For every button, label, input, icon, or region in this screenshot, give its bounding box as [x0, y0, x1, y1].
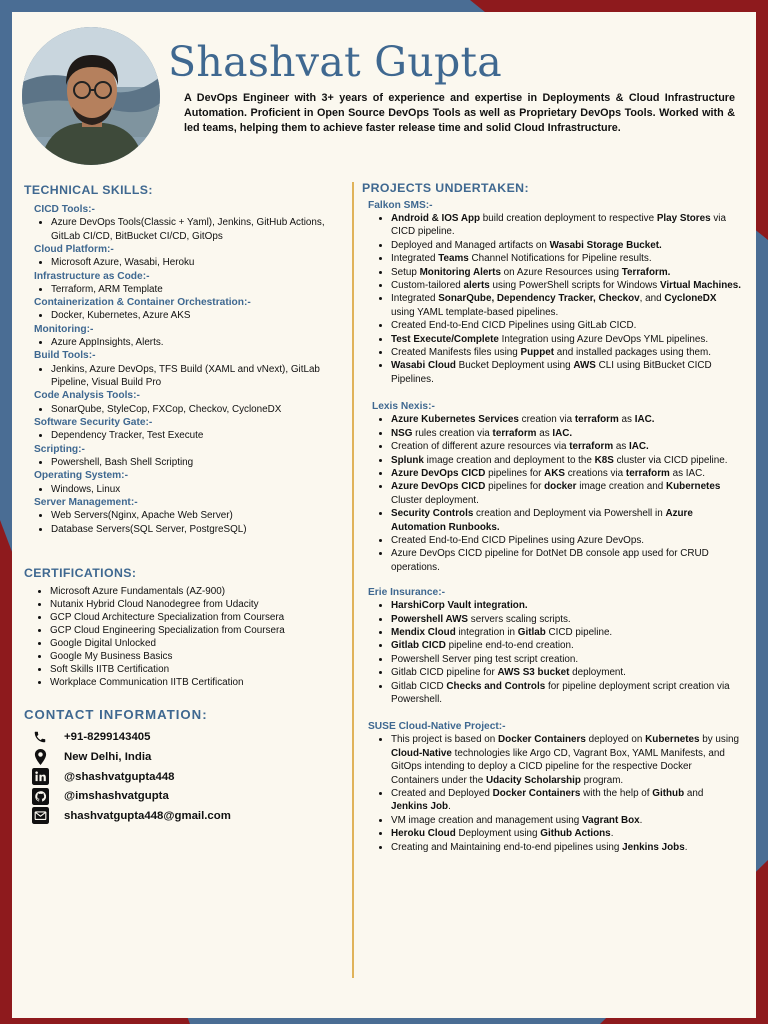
certification-item: • Microsoft Azure Fundamentals (AZ-900)	[50, 586, 334, 599]
column-divider	[352, 182, 354, 978]
project-items-list	[362, 599, 742, 706]
project-item: • Azure DevOps CICD pipelines for AKS creations via terraform as IAC.	[391, 467, 742, 480]
skill-items-list	[24, 283, 334, 296]
skill-category-title: Code Analysis Tools:-	[34, 390, 140, 402]
contact-phone[interactable]	[24, 728, 334, 748]
skill-category-title: Server Management:-	[34, 496, 138, 508]
skill-item: • Database Servers(SQL Server, PostgreSQL)	[51, 523, 334, 536]
project-items-list	[362, 733, 742, 854]
skill-item: • Jenkins, Azure DevOps, TFS Build (XAML and vNext), GitLab Pipeline, Visual Build Pro	[51, 363, 334, 390]
project-block	[362, 199, 742, 386]
certification-item: • Google My Business Basics	[50, 651, 334, 664]
project-item: • Android & IOS App build creation deployment to respective Play Stores via CICD pipeline.	[391, 212, 742, 239]
project-title: Falkon SMS:-	[368, 200, 433, 211]
contact-github[interactable]	[24, 786, 334, 806]
project-item: • Integrated SonarQube, Dependency Tracker, Checkov, and CycloneDX using YAML template-based pipelines.	[391, 292, 742, 319]
profile-summary: A DevOps Engineer with 3+ years of experience and expertise in Deployments & Cloud Infrastructure Automation. Proficient in Open Source DevOps Tools as well as Proprietary DevOps Tools. Worked with & led teams, helping them to achieve faster release time and solid Cloud Infrastructure.	[184, 92, 735, 134]
skill-category-title: CICD Tools:-	[34, 204, 95, 215]
contact-heading: CONTACT INFORMATION:	[24, 706, 208, 722]
skill-item: • Docker, Kubernetes, Azure AKS	[51, 309, 334, 322]
project-item: • Created Manifests files using Puppet and installed packages using them.	[391, 346, 742, 359]
project-items-list	[362, 212, 742, 386]
certifications-list	[24, 586, 334, 690]
certifications-section	[24, 566, 334, 690]
project-item: • Creation of different azure resources via terraform as IAC.	[391, 440, 742, 453]
candidate-name: Shashvat Gupta	[168, 38, 503, 86]
contact-location-text: New Delhi, India	[64, 750, 152, 763]
project-block	[362, 400, 742, 574]
project-item: • Azure DevOps CICD pipeline for DotNet DB console app used for CRUD operations.	[391, 547, 742, 574]
project-title: Lexis Nexis:-	[372, 401, 435, 413]
skill-category-title: Software Security Gate:-	[34, 417, 153, 429]
certification-item: • GCP Cloud Architecture Specialization from Coursera	[50, 612, 334, 625]
skill-items-list	[24, 483, 334, 496]
contact-linkedin-text: @shashvatgupta448	[64, 770, 175, 783]
certification-item: • Soft Skills IITB Certification	[50, 664, 334, 677]
skill-items-list	[24, 456, 334, 469]
certification-item: • Nutanix Hybrid Cloud Nanodegree from Udacity	[50, 599, 334, 612]
skill-category-title: Monitoring:-	[34, 323, 94, 335]
right-column	[362, 181, 742, 854]
project-item: • Custom-tailored alerts using PowerShell scripts for Windows Virtual Machines.	[391, 279, 742, 292]
github-icon	[31, 787, 49, 805]
profile-photo	[22, 27, 160, 165]
project-item: • Integrated Teams Channel Notifications for Pipeline results.	[391, 252, 742, 265]
skill-item: • Microsoft Azure, Wasabi, Heroku	[51, 256, 334, 269]
skill-item: • SonarQube, StyleCop, FXCop, Checkov, CycloneDX	[51, 403, 334, 416]
project-item: • Azure Kubernetes Services creation via terraform as IAC.	[391, 413, 742, 426]
project-block	[362, 720, 742, 854]
skill-item: • Azure DevOps Tools(Classic + Yaml), Jenkins, GitHub Actions, GitLab CI/CD, BitBucket CI/CD, GitOps	[51, 216, 334, 243]
project-item: • Gitlab CICD pipeline end-to-end creation.	[391, 639, 742, 652]
project-item: • NSG rules creation via terraform as IAC.	[391, 427, 742, 440]
project-item: • Created End-to-End CICD Pipelines using Azure DevOps.	[391, 534, 742, 547]
project-item: • Powershell Server ping test script creation.	[391, 653, 742, 666]
project-block	[362, 586, 742, 706]
skill-items-list	[24, 363, 334, 390]
project-item: • This project is based on Docker Containers deployed on Kubernetes by using Cloud-Native technologies like Argo CD, Vagrant Box, YAML Manifests, and GitOps intending to deploy a CICD pipeline for the respective Docker Containers under the Udacity Scholarship program.	[391, 733, 742, 787]
skill-items-list	[24, 336, 334, 349]
skill-item: • Terraform, ARM Template	[51, 283, 334, 296]
project-item: • Powershell AWS servers scaling scripts.	[391, 613, 742, 626]
certifications-heading: CERTIFICATIONS:	[24, 565, 137, 580]
skill-category-title: Infrastructure as Code:-	[34, 270, 150, 282]
project-items-list	[362, 413, 742, 574]
contact-linkedin[interactable]	[24, 767, 334, 787]
certification-item: • GCP Cloud Engineering Specialization from Coursera	[50, 625, 334, 638]
skill-items-list	[24, 509, 334, 536]
skill-category-title: Cloud Platform:-	[34, 244, 114, 256]
email-icon	[31, 807, 49, 825]
project-item: • Test Execute/Complete Integration using Azure DevOps YML pipelines.	[391, 333, 742, 346]
certification-item: • Google Digital Unlocked	[50, 638, 334, 651]
contact-location	[24, 747, 334, 767]
project-item: • VM image creation and management using Vagrant Box.	[391, 814, 742, 827]
skill-item: • Dependency Tracker, Test Execute	[51, 429, 334, 442]
technical-skills-heading: TECHNICAL SKILLS:	[24, 183, 153, 197]
skill-items-list	[24, 309, 334, 322]
project-item: • Creating and Maintaining end-to-end pipelines using Jenkins Jobs.	[391, 841, 742, 854]
linkedin-icon	[31, 768, 49, 786]
project-item: • Wasabi Cloud Bucket Deployment using AWS CLI using BitBucket CICD Pipelines.	[391, 359, 742, 386]
project-item: • Gitlab CICD Checks and Controls for pipeline deployment script creation via Powershell.	[391, 680, 742, 707]
project-item: • Gitlab CICD pipeline for AWS S3 bucket deployment.	[391, 666, 742, 679]
skill-items-list	[24, 403, 334, 416]
project-item: • Setup Monitoring Alerts on Azure Resources using Terraform.	[391, 266, 742, 279]
project-item: • Security Controls creation and Deployment via Powershell in Azure Automation Runbooks.	[391, 507, 742, 534]
project-item: • HarshiCorp Vault integration.	[391, 599, 742, 612]
skill-items-list	[24, 216, 334, 243]
project-item: • Heroku Cloud Deployment using Github Actions.	[391, 827, 742, 840]
project-title: Erie Insurance:-	[368, 587, 445, 599]
skill-category-title: Containerization & Container Orchestration:-	[34, 297, 251, 309]
certification-item: • Workplace Communication IITB Certification	[50, 677, 334, 690]
skill-item: • Windows, Linux	[51, 483, 334, 496]
skill-category-title: Build Tools:-	[34, 350, 96, 362]
project-item: • Deployed and Managed artifacts on Wasabi Storage Bucket.	[391, 239, 742, 252]
skill-items-list	[24, 429, 334, 442]
location-pin-icon	[31, 748, 49, 766]
contact-email-text: shashvatgupta448@gmail.com	[64, 809, 231, 822]
left-column	[24, 183, 334, 826]
skill-item: • Azure AppInsights, Alerts.	[51, 336, 334, 349]
skill-item: • Web Servers(Nginx, Apache Web Server)	[51, 509, 334, 522]
project-item: • Splunk image creation and deployment to the K8S cluster via CICD pipeline.	[391, 454, 742, 467]
phone-icon	[31, 728, 49, 746]
skill-category-title: Scripting:-	[34, 443, 85, 455]
contact-phone-text: +91-8299143405	[64, 731, 151, 744]
project-title: SUSE Cloud-Native Project:-	[368, 721, 506, 733]
projects-list	[362, 199, 742, 854]
project-item: • Created End-to-End CICD Pipelines using GitLab CICD.	[391, 319, 742, 332]
contact-list	[24, 728, 334, 826]
project-item: • Azure DevOps CICD pipelines for docker image creation and Kubernetes Cluster deployment.	[391, 480, 742, 507]
skills-list	[24, 203, 334, 536]
contact-github-text: @imshashvatgupta	[64, 790, 169, 803]
contact-section	[24, 707, 334, 826]
skill-category-title: Operating System:-	[34, 470, 128, 482]
projects-heading: PROJECTS UNDERTAKEN:	[362, 181, 529, 195]
contact-email[interactable]	[24, 806, 334, 826]
project-item: • Mendix Cloud integration in Gitlab CICD pipeline.	[391, 626, 742, 639]
skill-items-list	[24, 256, 334, 269]
project-item: • Created and Deployed Docker Containers with the help of Github and Jenkins Job.	[391, 787, 742, 814]
skill-item: • Powershell, Bash Shell Scripting	[51, 456, 334, 469]
